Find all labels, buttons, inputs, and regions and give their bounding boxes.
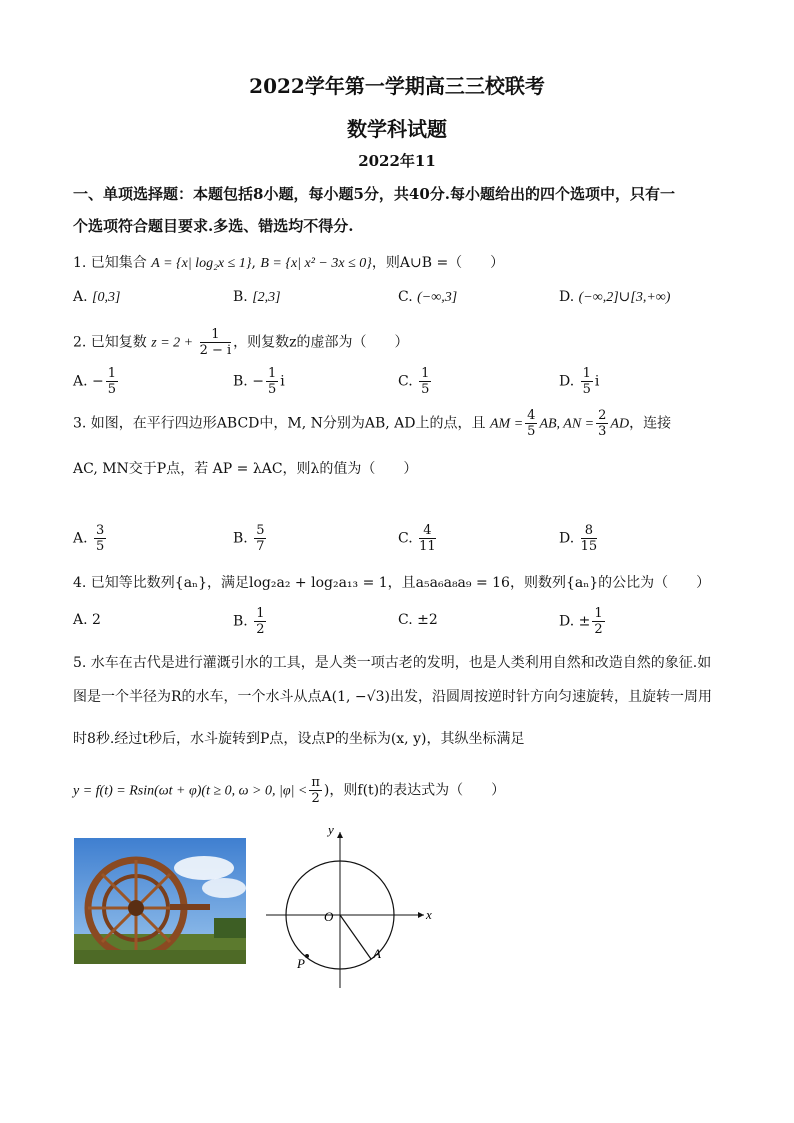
question-5-line-1: 5. 水车在古代是进行灌溉引水的工具，是人类一项古老的发明，也是人类利用自然和改造自然的象征.如	[73, 655, 712, 671]
q1-option-a[interactable]: A. [0,3]	[73, 289, 121, 305]
q2-fraction: $\frac{1}{2 - i}$	[199, 327, 232, 358]
y-axis-arrow	[337, 832, 343, 838]
question-5-line-3: 时8秒.经过t秒后，水斗旋转到P点，设点P的坐标为(x, y)，其纵坐标满足	[73, 731, 525, 747]
x-axis-arrow	[418, 912, 424, 918]
label-y: y	[328, 822, 334, 837]
q1-option-c[interactable]: C. (−∞,3]	[398, 289, 458, 305]
q4-option-b[interactable]: B. $\frac{1}{2}$	[233, 606, 265, 637]
question-3-stem: 3. 如图，在平行四边形ABCD中，M, N分别为AB, AD上的点，且 AM = $\frac{4}{5}$ AB, AN = $\frac{2}{3}$ AD，连接	[73, 408, 672, 439]
question-2-stem: 2. 已知复数 z = 2 + $\frac{1}{2 - i}$ ，则复数z的虚部为（ ）	[73, 327, 409, 358]
q4-option-d[interactable]: D. ± $\frac{1}{2}$	[559, 606, 603, 637]
exam-date: 2022年11	[358, 152, 436, 170]
section-heading	[73, 178, 733, 242]
label-x: x	[426, 907, 432, 922]
q1-option-d[interactable]: D. (−∞,2]∪[3,+∞)	[559, 289, 671, 305]
question-1-stem: 1. 已知集合 A = {x| log₂x ≤ 1}, B = {x| x² − 3x ≤ 0}，则A∪B =（ ）	[73, 255, 505, 271]
set-b: B = {x| x² − 3x ≤ 0}	[260, 256, 372, 271]
question-5-line-2: 图是一个半径为R的水车，一个水斗从点A(1, −√3)出发，沿圆周按逆时针方向匀速旋转，且旋转一周用	[73, 689, 712, 705]
q3-option-a[interactable]: A. $\frac{3}{5}$	[73, 523, 105, 554]
question-3-line-2: AC, MN交于P点，若 AP = λAC，则λ的值为（ ）	[73, 461, 418, 477]
q4-option-a[interactable]: A. 2	[73, 612, 101, 628]
question-4-stem: 4. 已知等比数列{aₙ}，满足log₂a₂ + log₂a₁₃ = 1，且a₅a₆a₈a₉ = 16，则数列{aₙ}的公比为（ ）	[73, 575, 711, 591]
section-line-2: 个选项符合题目要求.多选、错选均不得分.	[73, 217, 354, 235]
q2-option-a[interactable]: A. − $\frac{1}{5}$	[73, 366, 117, 397]
q2-option-c[interactable]: C. $\frac{1}{5}$	[398, 366, 430, 397]
circle-diagram	[262, 820, 437, 990]
set-a: A = {x| log₂x ≤ 1}	[151, 256, 252, 271]
q3-option-b[interactable]: B. $\frac{5}{7}$	[233, 523, 265, 554]
q2-option-b[interactable]: B. − $\frac{1}{5}$ i	[233, 366, 285, 397]
point-p	[305, 954, 309, 958]
section-line-1: 一、单项选择题：本题包括8小题，每小题5分，共40分.每小题给出的四个选项中，只有一	[73, 185, 675, 203]
q4-option-c[interactable]: C. ±2	[398, 612, 438, 628]
water-wheel-photo	[74, 838, 246, 964]
q3-option-c[interactable]: C. $\frac{4}{11}$	[398, 523, 436, 554]
exam-title: 2022学年第一学期高三三校联考	[249, 74, 545, 98]
label-p: P	[297, 956, 305, 971]
radius-oa	[340, 915, 371, 959]
exam-subject: 数学科试题	[347, 117, 447, 141]
label-o: O	[324, 909, 334, 924]
q2-option-d[interactable]: D. $\frac{1}{5}$ i	[559, 366, 600, 397]
question-5-line-4: y = f(t) = Rsin(ωt + φ)(t ≥ 0, ω > 0, |φ| < $\frac{\pi}{2}$ )，则f(t)的表达式为（ ）	[73, 775, 506, 806]
q3-option-d[interactable]: D. $\frac{8}{15}$	[559, 523, 598, 554]
label-a: A	[373, 946, 381, 961]
q1-option-b[interactable]: B. [2,3]	[233, 289, 281, 305]
